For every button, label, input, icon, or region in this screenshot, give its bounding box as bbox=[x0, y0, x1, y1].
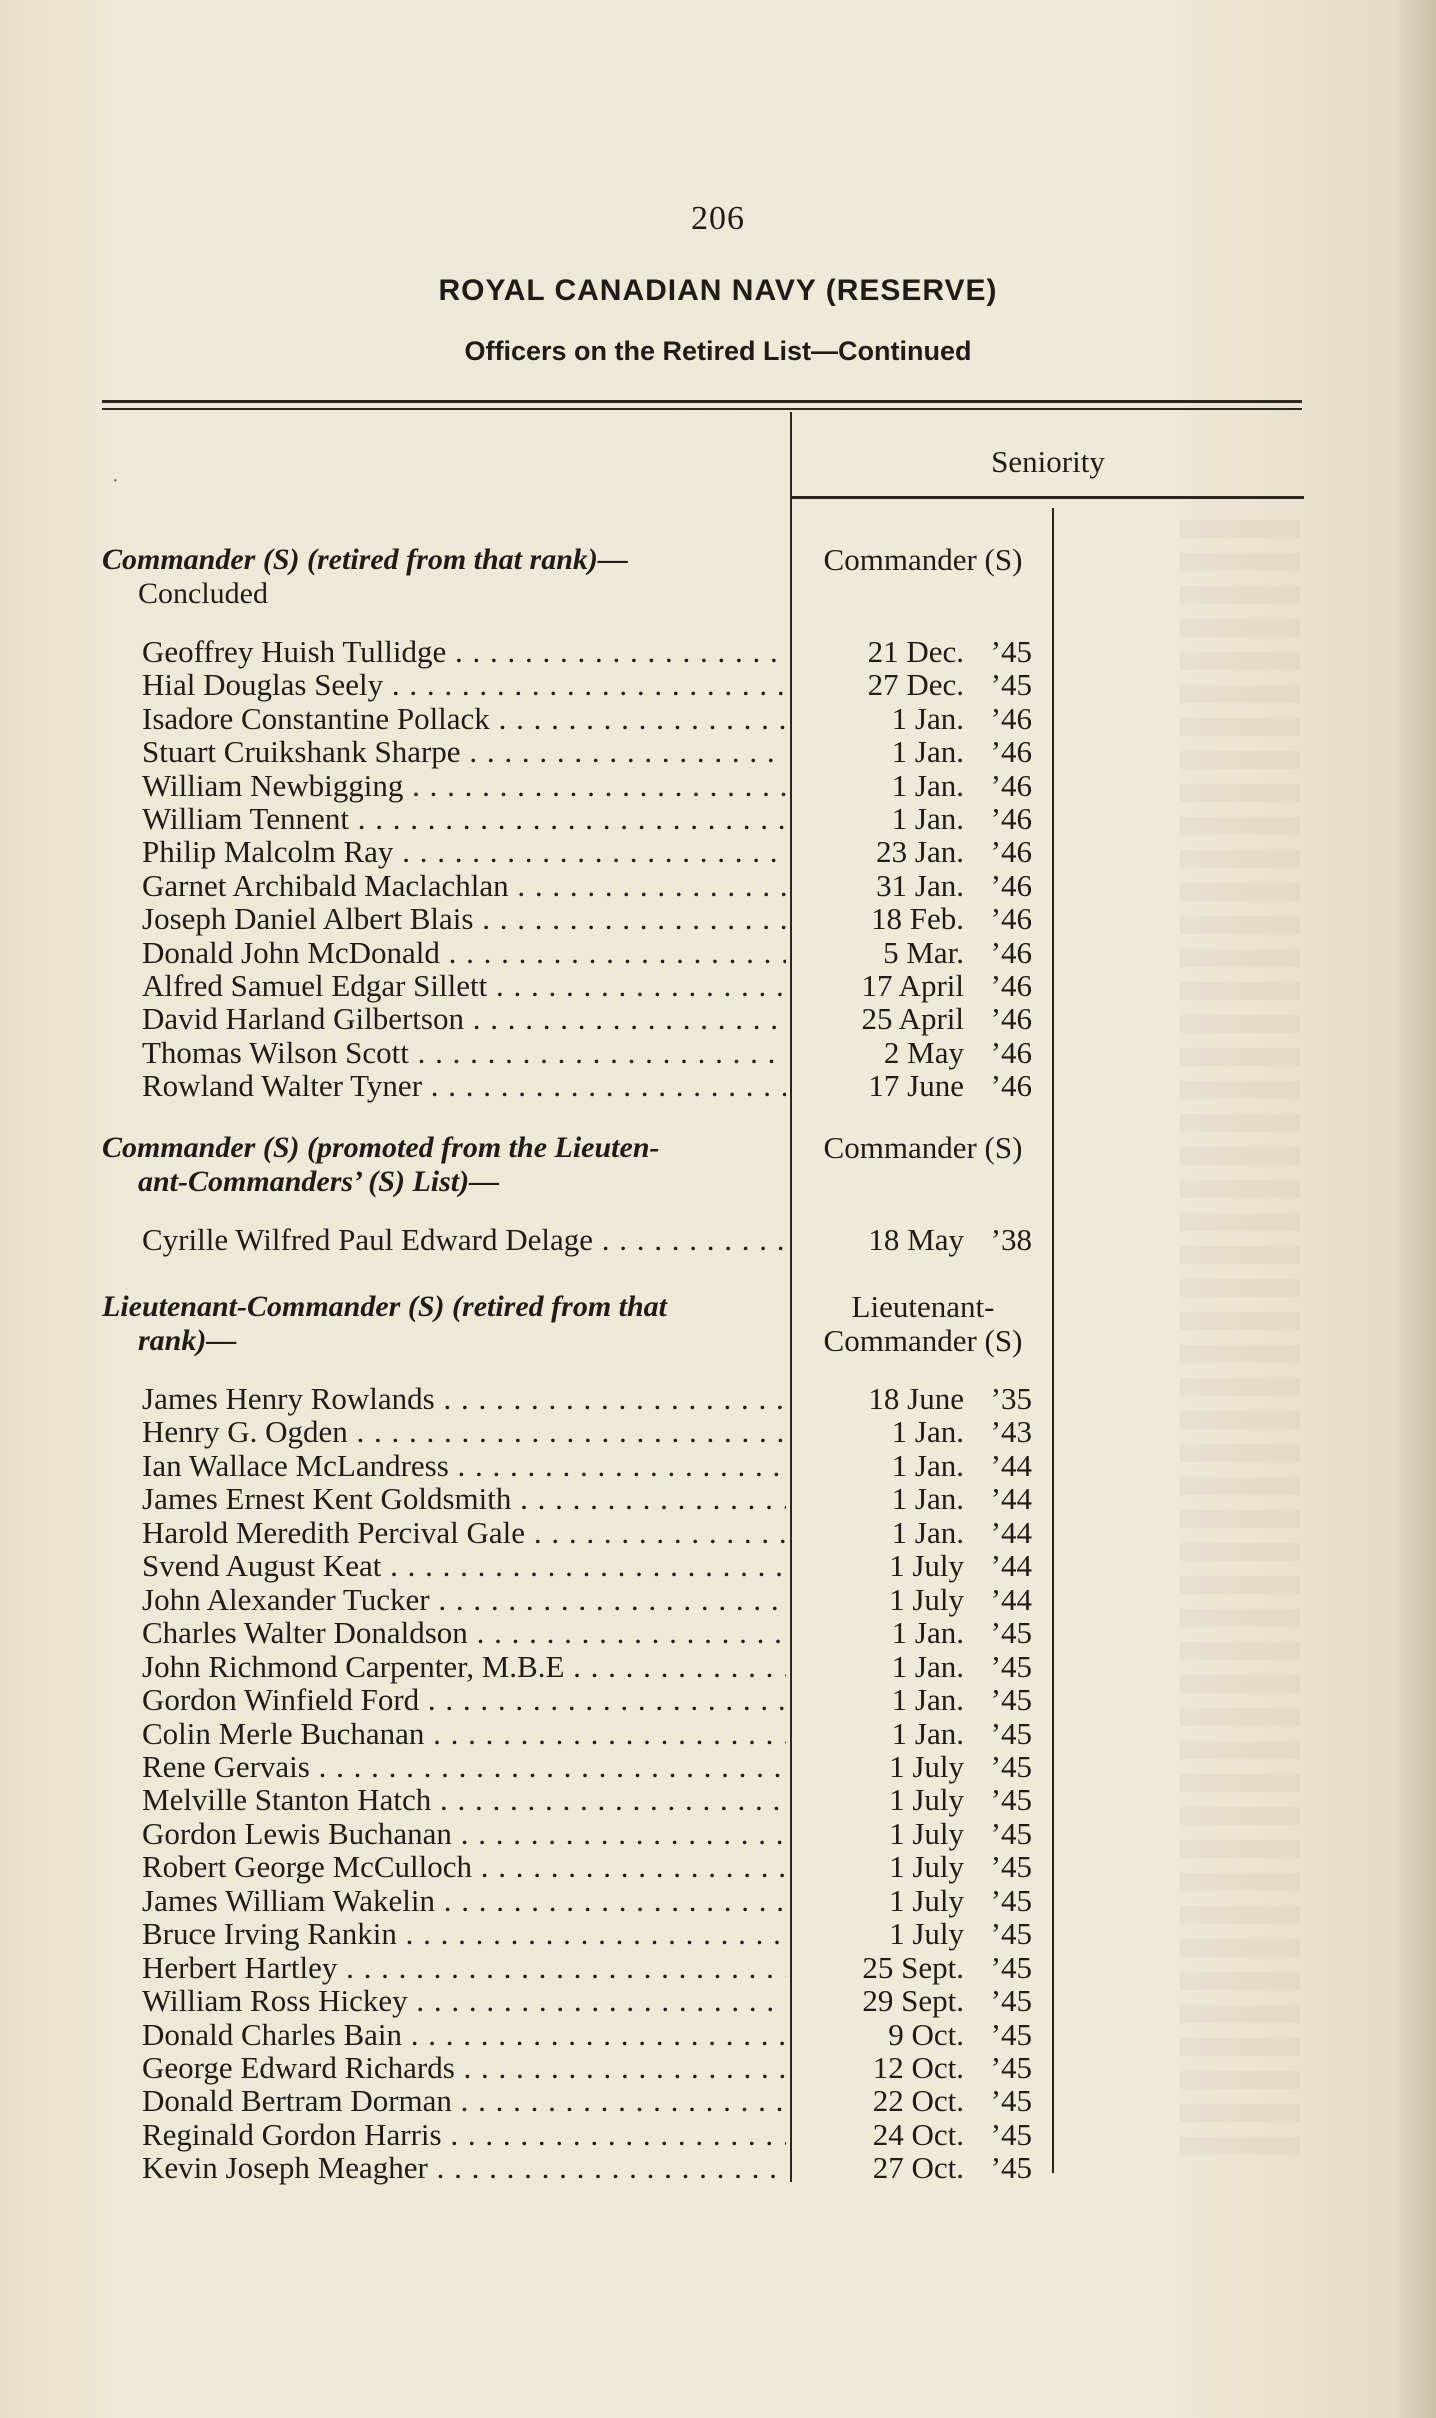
section-heading bbox=[102, 1290, 792, 1358]
officer-row bbox=[0, 668, 1436, 702]
section-heading-line: Commander (S) (retired from that rank)— bbox=[102, 543, 628, 576]
seniority-date: 12 Oct. bbox=[872, 2050, 964, 2085]
page-subtitle: Officers on the Retired List—Continued bbox=[464, 336, 972, 366]
officer-name: Kevin Joseph Meagher . . . bbox=[142, 2151, 786, 2185]
seniority-year: ’38 bbox=[990, 1222, 1032, 1257]
officer-row bbox=[0, 835, 1436, 869]
officer-name: James Ernest Kent Goldsmith . . . bbox=[142, 1482, 786, 1516]
section-heading bbox=[102, 1131, 792, 1199]
seniority-date: 9 Oct. bbox=[888, 2016, 964, 2052]
seniority-date: 23 Jan. bbox=[876, 834, 964, 870]
section-heading-continuation: Concluded bbox=[138, 577, 268, 610]
officer-row bbox=[0, 1884, 1436, 1918]
seniority-date: 27 Oct. bbox=[872, 2150, 964, 2186]
officer-name: Cyrille Wilfred Paul Edward Delage . . . bbox=[142, 1223, 786, 1257]
seniority-date: 1 July bbox=[889, 1548, 964, 1584]
officer-name: Philip Malcolm Ray . . . bbox=[142, 835, 786, 869]
officer-row bbox=[0, 1650, 1436, 1684]
seniority-year: ’46 bbox=[990, 767, 1032, 803]
seniority-year: ’45 bbox=[990, 1815, 1032, 1851]
officer-row bbox=[0, 1783, 1436, 1817]
section-rank bbox=[796, 1290, 1050, 1358]
seniority-year: ’45 bbox=[990, 1882, 1032, 1918]
officer-row bbox=[0, 869, 1436, 903]
seniority-year: ’43 bbox=[990, 1414, 1032, 1450]
seniority-date: 1 Jan. bbox=[891, 767, 964, 803]
seniority-date: 21 Dec. bbox=[867, 634, 964, 669]
seniority-year: ’44 bbox=[990, 1581, 1032, 1617]
officer-row bbox=[0, 702, 1436, 736]
seniority-year: ’45 bbox=[990, 1949, 1032, 1985]
officer-name: Isadore Constantine Pollack . . . bbox=[142, 702, 786, 736]
officer-row bbox=[0, 1583, 1436, 1617]
seniority-year: ’46 bbox=[990, 934, 1032, 970]
seniority-year: ’45 bbox=[990, 1748, 1032, 1784]
seniority-year: ’44 bbox=[990, 1447, 1032, 1483]
seniority-date: 1 Jan. bbox=[891, 700, 964, 736]
officer-row bbox=[0, 1223, 1436, 1257]
seniority-year: ’46 bbox=[990, 734, 1032, 770]
seniority-year: ’45 bbox=[990, 2083, 1032, 2119]
seniority-year: ’45 bbox=[990, 1782, 1032, 1818]
officer-name: Bruce Irving Rankin . . . bbox=[142, 1917, 786, 1951]
seniority-year: ’45 bbox=[990, 1682, 1032, 1718]
seniority-date: 29 Sept. bbox=[862, 1983, 964, 2019]
officer-name: Garnet Archibald Maclachlan . . . bbox=[142, 869, 786, 903]
header-rule-bottom bbox=[102, 408, 1302, 410]
officer-row bbox=[0, 1415, 1436, 1449]
officer-row bbox=[0, 1482, 1436, 1516]
seniority-year: ’46 bbox=[990, 700, 1032, 736]
seniority-year: ’44 bbox=[990, 1548, 1032, 1584]
officer-name: Alfred Samuel Edgar Sillett . . . bbox=[142, 969, 786, 1003]
seniority-date: 18 Feb. bbox=[871, 901, 964, 937]
officer-row bbox=[0, 1917, 1436, 1951]
officer-row bbox=[0, 2151, 1436, 2185]
page-title: ROYAL CANADIAN NAVY (RESERVE) bbox=[438, 274, 998, 307]
officer-row bbox=[0, 735, 1436, 769]
seniority-year: ’46 bbox=[990, 901, 1032, 937]
seniority-date: 17 June bbox=[868, 1068, 964, 1104]
officer-row bbox=[0, 1449, 1436, 1483]
officer-name: Svend August Keat . . . bbox=[142, 1549, 786, 1583]
officer-row bbox=[0, 769, 1436, 803]
seniority-date: 5 Mar. bbox=[883, 934, 964, 970]
officer-row bbox=[0, 1750, 1436, 1784]
officer-row bbox=[0, 1683, 1436, 1717]
seniority-year: ’45 bbox=[990, 1715, 1032, 1751]
seniority-year: ’46 bbox=[990, 867, 1032, 903]
section-heading-continuation: rank)— bbox=[138, 1324, 237, 1357]
officer-row bbox=[0, 1069, 1436, 1103]
seniority-date: 1 Jan. bbox=[891, 1481, 964, 1517]
seniority-date: 1 Jan. bbox=[891, 801, 964, 836]
officer-row bbox=[0, 2051, 1436, 2085]
officer-name: Charles Walter Donaldson . . . bbox=[142, 1616, 786, 1650]
seniority-year: ’46 bbox=[990, 1068, 1032, 1104]
officer-row bbox=[0, 1951, 1436, 1985]
officer-name: Reginald Gordon Harris . . . bbox=[142, 2118, 786, 2152]
seniority-date: 17 April bbox=[861, 968, 964, 1003]
officer-name: Joseph Daniel Albert Blais . . . bbox=[142, 902, 786, 936]
officer-name: George Edward Richards . . . bbox=[142, 2051, 786, 2085]
seniority-date: 1 July bbox=[889, 1748, 964, 1784]
officer-row bbox=[0, 2118, 1436, 2152]
seniority-year: ’45 bbox=[990, 1916, 1032, 1952]
officer-row bbox=[0, 2018, 1436, 2052]
seniority-date: 1 July bbox=[889, 1815, 964, 1851]
section-heading bbox=[102, 543, 792, 611]
seniority-year: ’45 bbox=[990, 2116, 1032, 2152]
officer-name: John Richmond Carpenter, M.B.E . . . bbox=[142, 1650, 786, 1684]
seniority-date: 31 Jan. bbox=[876, 867, 964, 903]
seniority-year: ’45 bbox=[990, 1615, 1032, 1651]
seniority-date: 2 May bbox=[883, 1034, 964, 1070]
seniority-date: 1 July bbox=[889, 1782, 964, 1818]
seniority-date: 1 July bbox=[889, 1581, 964, 1617]
seniority-year: ’45 bbox=[990, 1849, 1032, 1885]
officer-name: Donald Bertram Dorman . . . bbox=[142, 2084, 786, 2118]
officer-row bbox=[0, 1516, 1436, 1550]
seniority-date: 1 Jan. bbox=[891, 734, 964, 770]
officer-name: James William Wakelin . . . bbox=[142, 1884, 786, 1918]
seniority-date: 1 July bbox=[889, 1916, 964, 1952]
seniority-year: ’44 bbox=[990, 1481, 1032, 1517]
officer-row bbox=[0, 802, 1436, 836]
seniority-year: ’46 bbox=[990, 1034, 1032, 1070]
officer-name: Herbert Hartley . . . bbox=[142, 1951, 786, 1985]
officer-name: Geoffrey Huish Tullidge . . . bbox=[142, 635, 786, 669]
officer-name: Henry G. Ogden . . . bbox=[142, 1415, 786, 1449]
seniority-year: ’46 bbox=[990, 801, 1032, 836]
officer-row bbox=[0, 1616, 1436, 1650]
officer-name: William Ross Hickey . . . bbox=[142, 1984, 786, 2018]
seniority-date: 25 April bbox=[861, 1001, 964, 1037]
seniority-date: 1 July bbox=[889, 1849, 964, 1885]
officer-name: Melville Stanton Hatch . . . bbox=[142, 1783, 786, 1817]
officer-row bbox=[0, 1850, 1436, 1884]
officer-name: David Harland Gilbertson . . . bbox=[142, 1002, 786, 1036]
seniority-date: 18 June bbox=[868, 1381, 964, 1416]
officer-row bbox=[0, 2084, 1436, 2118]
seniority-year: ’45 bbox=[990, 2016, 1032, 2052]
seniority-year: ’46 bbox=[990, 834, 1032, 870]
officer-row bbox=[0, 969, 1436, 1003]
officer-row bbox=[0, 1817, 1436, 1851]
officer-name: Ian Wallace McLandress . . . bbox=[142, 1449, 786, 1483]
seniority-year: ’44 bbox=[990, 1514, 1032, 1550]
officer-name: Gordon Winfield Ford . . . bbox=[142, 1683, 786, 1717]
officer-name: Rowland Walter Tyner . . . bbox=[142, 1069, 786, 1103]
seniority-year: ’45 bbox=[990, 2150, 1032, 2186]
section-heading-continuation: ant-Commanders’ (S) List)— bbox=[138, 1165, 500, 1198]
officer-row bbox=[0, 1382, 1436, 1416]
section-heading-line: Lieutenant-Commander (S) (retired from that bbox=[102, 1290, 668, 1323]
header-rule-top bbox=[102, 400, 1302, 403]
officer-name: Robert George McCulloch . . . bbox=[142, 1850, 786, 1884]
officer-row bbox=[0, 1036, 1436, 1070]
seniority-date: 25 Sept. bbox=[862, 1949, 964, 1985]
seniority-date: 1 Jan. bbox=[891, 1615, 964, 1651]
officer-name: Thomas Wilson Scott . . . bbox=[142, 1036, 786, 1070]
officer-name: William Tennent . . . bbox=[142, 802, 786, 836]
seniority-year: ’46 bbox=[990, 968, 1032, 1003]
page-number: 206 bbox=[691, 200, 745, 237]
officer-name: Rene Gervais . . . bbox=[142, 1750, 786, 1784]
officer-name: John Alexander Tucker . . . bbox=[142, 1583, 786, 1617]
seniority-date: 24 Oct. bbox=[872, 2116, 964, 2152]
seniority-date: 1 Jan. bbox=[891, 1682, 964, 1718]
officer-row bbox=[0, 902, 1436, 936]
seniority-year: ’35 bbox=[990, 1381, 1032, 1416]
officer-row bbox=[0, 936, 1436, 970]
section-rank-line: Commander (S) bbox=[823, 1323, 1023, 1358]
officer-name: Harold Meredith Percival Gale . . . bbox=[142, 1516, 786, 1550]
seniority-year: ’45 bbox=[990, 1648, 1032, 1684]
seniority-column-header: Seniority bbox=[991, 444, 1105, 479]
section-heading-line: Commander (S) (promoted from the Lieuten- bbox=[102, 1131, 660, 1164]
seniority-date: 18 May bbox=[868, 1222, 964, 1257]
officer-name: Hial Douglas Seely . . . bbox=[142, 668, 786, 702]
section-rank: Commander (S) bbox=[823, 542, 1023, 577]
officer-name: Gordon Lewis Buchanan . . . bbox=[142, 1817, 786, 1851]
officer-row bbox=[0, 1984, 1436, 2018]
seniority-header-rule bbox=[792, 496, 1304, 499]
officer-name: Donald Charles Bain . . . bbox=[142, 2018, 786, 2052]
officer-row bbox=[0, 1002, 1436, 1036]
section-rank-line: Lieutenant- bbox=[851, 1289, 995, 1324]
officer-name: Donald John McDonald . . . bbox=[142, 936, 786, 970]
seniority-date: 1 Jan. bbox=[891, 1514, 964, 1550]
section-rank: Commander (S) bbox=[823, 1130, 1023, 1165]
seniority-date: 1 Jan. bbox=[891, 1447, 964, 1483]
seniority-year: ’45 bbox=[990, 667, 1032, 703]
officer-row bbox=[0, 1717, 1436, 1751]
seniority-year: ’45 bbox=[990, 2050, 1032, 2085]
seniority-date: 27 Dec. bbox=[867, 667, 964, 703]
officer-row bbox=[0, 635, 1436, 669]
seniority-year: ’45 bbox=[990, 634, 1032, 669]
officer-name: Colin Merle Buchanan . . . bbox=[142, 1717, 786, 1751]
seniority-date: 1 Jan. bbox=[891, 1715, 964, 1751]
officer-name: Stuart Cruikshank Sharpe . . . bbox=[142, 735, 786, 769]
officer-name: William Newbigging . . . bbox=[142, 769, 786, 803]
stray-mark: · bbox=[112, 470, 119, 492]
officer-name: James Henry Rowlands . . . bbox=[142, 1382, 786, 1416]
seniority-date: 1 Jan. bbox=[891, 1648, 964, 1684]
seniority-date: 1 July bbox=[889, 1882, 964, 1918]
seniority-date: 22 Oct. bbox=[872, 2083, 964, 2119]
seniority-year: ’46 bbox=[990, 1001, 1032, 1037]
seniority-date: 1 Jan. bbox=[891, 1414, 964, 1450]
seniority-year: ’45 bbox=[990, 1983, 1032, 2019]
officer-row bbox=[0, 1549, 1436, 1583]
